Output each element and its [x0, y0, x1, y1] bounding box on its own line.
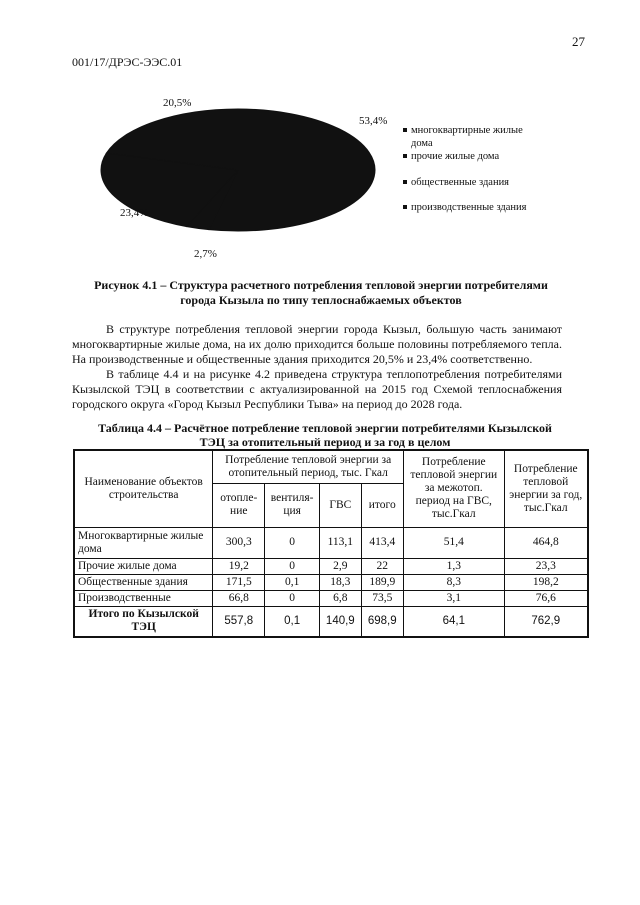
cell: 198,2	[504, 574, 588, 590]
cell: 51,4	[404, 527, 505, 558]
row-name: Общественные здания	[74, 574, 213, 590]
cell: 464,8	[504, 527, 588, 558]
page-number: 27	[572, 34, 585, 49]
table-caption	[72, 421, 578, 449]
legend-swatch	[403, 154, 407, 158]
legend-item-other-residential	[403, 150, 553, 163]
header-heating-period: Потребление тепловой энергии за отопительный период, тыс. Гкал	[213, 450, 404, 483]
cell: 1,3	[404, 558, 505, 574]
cell: 19,2	[213, 558, 265, 574]
paragraph-text: В структуре потребления тепловой энергии города Кызыл, большую часть занимают многоквартирные жилые дома, на их долю приходится больше половины потребляемого тепла. На производственные и общественные здания приходится 20,5% и 23,4% соответственно.	[72, 322, 562, 366]
legend-label: прочие жилые дома	[411, 151, 500, 162]
table-total-row	[74, 606, 588, 637]
pie-chart	[100, 92, 400, 252]
cell: 64,1	[404, 606, 505, 637]
row-name: Итого по Кызылской ТЭЦ	[74, 606, 213, 637]
document-code: 001/17/ДРЭС-ЭЭС.01	[72, 55, 183, 69]
header-total: итого	[361, 483, 403, 527]
cell: 0	[265, 590, 320, 606]
cell: 73,5	[361, 590, 403, 606]
paragraph-text: В таблице 4.4 и на рисунке 4.2 приведена структура теплопотребления потребителями Кызылской ТЭЦ в соответствии с актуализированной на 2015 год Схемой теплоснабжения городского округа «Город Кызыл Республики Тыва» на период до 2028 года.	[72, 367, 562, 411]
cell: 698,9	[361, 606, 403, 637]
cell: 0	[265, 527, 320, 558]
pie-label-other-residential: 2,7%	[194, 248, 217, 260]
row-name: Прочие жилые дома	[74, 558, 213, 574]
legend-item-industrial	[403, 201, 553, 214]
legend-swatch	[403, 180, 407, 184]
cell: 76,6	[504, 590, 588, 606]
cell: 413,4	[361, 527, 403, 558]
pie-label-public: 23,4%	[120, 207, 149, 219]
legend-label: производственные здания	[411, 202, 527, 213]
cell: 6,8	[320, 590, 361, 606]
header-interheating: Потребление тепловой энергии за межотоп. период на ГВС, тыс.Гкал	[404, 450, 505, 527]
cell: 8,3	[404, 574, 505, 590]
cell: 0	[265, 558, 320, 574]
row-name: Многоквартирные жилые дома	[74, 527, 213, 558]
header-ventilation: вентиля-ция	[265, 483, 320, 527]
cell: 189,9	[361, 574, 403, 590]
figure-caption-line: города Кызыла по типу теплоснабжаемых объектов	[180, 293, 462, 307]
table-row	[74, 527, 588, 558]
legend-item-apartment	[403, 124, 553, 150]
cell: 22	[361, 558, 403, 574]
legend-swatch	[403, 205, 407, 209]
cell: 762,9	[504, 606, 588, 637]
figure-caption-line: Рисунок 4.1 – Структура расчетного потребления тепловой энергии потребителями	[94, 278, 548, 292]
cell: 0,1	[265, 606, 320, 637]
table-row	[74, 558, 588, 574]
paragraph	[72, 367, 562, 412]
legend-label: общественные здания	[411, 177, 510, 188]
pie-label-residential-apartment: 53,4%	[359, 115, 388, 127]
legend-swatch	[403, 128, 407, 132]
figure-caption	[86, 278, 556, 308]
heat-consumption-table	[73, 449, 589, 638]
chart-legend	[403, 124, 553, 227]
cell: 18,3	[320, 574, 361, 590]
header-name: Наименование объектов строительства	[74, 450, 213, 527]
cell: 113,1	[320, 527, 361, 558]
row-name: Производственные	[74, 590, 213, 606]
table-caption-line: Таблица 4.4 – Расчётное потребление тепловой энергии потребителями Кызылской	[98, 421, 552, 435]
legend-label: дома	[411, 138, 433, 149]
cell: 300,3	[213, 527, 265, 558]
table-row	[74, 574, 588, 590]
paragraph	[72, 322, 562, 367]
legend-item-public	[403, 176, 553, 189]
cell: 171,5	[213, 574, 265, 590]
legend-label: многоквартирные жилые	[411, 125, 523, 136]
cell: 557,8	[213, 606, 265, 637]
cell: 2,9	[320, 558, 361, 574]
cell: 0,1	[265, 574, 320, 590]
cell: 23,3	[504, 558, 588, 574]
table-caption-line: ТЭЦ за отопительный период и за год в целом	[199, 435, 451, 449]
cell: 66,8	[213, 590, 265, 606]
table-row	[74, 590, 588, 606]
header-gvs: ГВС	[320, 483, 361, 527]
cell: 3,1	[404, 590, 505, 606]
cell: 140,9	[320, 606, 361, 637]
pie-label-industrial: 20,5%	[163, 97, 192, 109]
header-annual: Потребление тепловой энергии за год, тыс.Гкал	[504, 450, 588, 527]
header-heating: отопле-ние	[213, 483, 265, 527]
